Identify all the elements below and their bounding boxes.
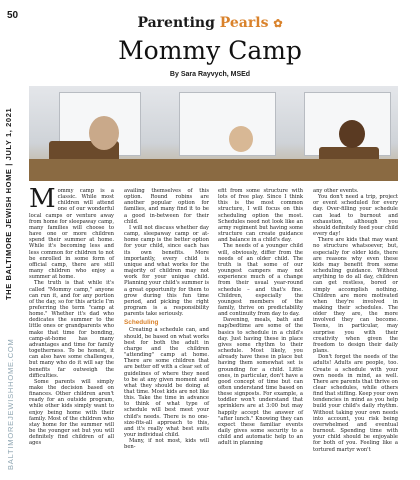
paragraph-text: ommy camp is a classic. While most children will attend one of our wonderful local camps or venture away from home for sleepaway camp, many families will choose to have one or more children spend their summer at home. While it's becoming less and less common for children to not be enrolled in some form of official camp, there are still many children who enjoy a summer at home. — [29, 188, 114, 281]
window-center — [179, 92, 276, 156]
paragraph: Creating a schedule can, and should, be based on what works best for both the adult in charge and the children "attending" camp at home. There are some children that are better off with a clear set of guidelines of where they need to be at any given moment and what they should be doing at that time. Most kids are not like this. Take the time in advance to think of what type of schedule will best meet your child's needs. There is no one-size-fits-all approach to this, and it's really what best suits your individual child. — [124, 327, 209, 439]
byline: By Sara Rayvych, MSEd — [169, 71, 251, 78]
paragraph: availing themselves of this option. Round robins are another popular option for families, and many find it to be a good in-between for their child. — [124, 188, 209, 225]
paragraph: Davening, meals, bath and nap/bedtime are some of the basics to schedule in a child's day. Just having these in place gives some rhythm to their schedule. Most likely, you already have these in place but having them somewhat set is grounding for a child. Little ones, in particular, don't have a good concept of time but can often understand time based on these signposts. For example, a toddler won't understand that sprinklers are at 3:00 but may happily accept the answer of "after lunch." Knowing they can expect these familiar events daily gives some security to a child and automatic help to an adult in planning — [218, 317, 303, 447]
article-headline: Mommy Camp — [118, 36, 302, 65]
child-figure — [339, 120, 365, 148]
column-title-part1: Parenting — [137, 15, 220, 31]
child-figure — [89, 116, 119, 150]
child-figure — [229, 126, 253, 152]
website-url: BALTIMOREJEWISHHOME.COM — [6, 338, 15, 470]
text-column-3 — [218, 188, 303, 447]
publication-banner: THE BALTIMORE JEWISH HOME | JULY 1, 2021 — [4, 107, 13, 300]
paragraph: efit from some structure with lots of free play. Since I think this is the most common structure, I will focus on this scheduling option the most. Schedules need not look like an army regiment but having some structure can create guidance and balance in a child's day. — [218, 188, 303, 244]
column-title — [0, 15, 420, 31]
text-column-1 — [29, 184, 114, 447]
paragraph: The truth is that while it's called "Mommy camp," anyone can run it, and for any portion of the day, so for this article I'm preferring the term "camp at home." Whether it's dad who dedicates the summer to the little ones or grandparents who make that time for bonding, camp-at-home has many advantages and time for family togetherness. To be honest, it can also have some challenges, but many who do it will say the benefits far outweigh the difficulties. — [29, 280, 114, 379]
paragraph: Don't forget the needs of the adults! Adults are people, too. Create a schedule with your own needs in mind, as well. There are parents that thrive on clear schedules, while others find that stifling. Keep your own tendencies in mind as you help build your child's daily rhythm. Without taking your own needs into account, you risk being overwhelmed and eventual burnout. Spending time with your child should be enjoyable for both of you. Feeling like a tortured martyr won't — [313, 354, 398, 453]
article-photo — [29, 86, 398, 181]
paragraph: I will not discuss whether day camp, sleepaway camp or at-home camp is the better option for your child, since each has its own benefits. More importantly, every child is unique and what works for the majority of children may not work for your unique child. Planning your child's summer is a great opportunity for them to grow during this fun time period, and picking the right program is a responsibility parents take seriously. — [124, 224, 209, 318]
paragraph: any other events. — [313, 188, 359, 194]
paragraph: You don't need a trip, project or event scheduled for every day. Over-filling your schedule can lead to burnout and exhaustion, although you should definitely feed your child every day! — [313, 194, 398, 238]
paragraph: The needs of a younger child will, obviously, differ from the needs of an older child. The truth is that some of our youngest campers may not experience much of a change from their usual year-round schedule – and that's fine. Children, especially the youngest members of the family, thrive on predictability and continuity from day to day. — [218, 243, 303, 318]
column-title-part2: Pearls — [219, 15, 269, 31]
page-number: 50 — [7, 10, 19, 21]
paragraph: Some parents will simply make the decision based on finances. Other children aren't ready for an outside program, while other kids simply want to enjoy being home with their family. Most of the children who stay home for the summer will be the younger set but you will definitely find children of all ages — [29, 378, 114, 447]
article-body — [29, 184, 398, 476]
paragraph — [29, 184, 114, 281]
paragraph: Many, if not most, kids will ben- — [124, 438, 209, 451]
text-column-4 — [313, 188, 398, 453]
table — [29, 159, 398, 181]
section-subhead: Scheduling — [124, 319, 159, 327]
text-column-2 — [124, 188, 209, 451]
paragraph: There are kids that may want no structure whatsoever, but, especially for older kids, there are reasons why even these kids may benefit from some scheduling guidance. Without anything to do all day, children can get restless, bored or simply accomplish nothing. Children are more motivated when they're involved in making their schedules. The older they are, the more involved they can become. Teens, in particular, may surprise you with their creativity when given the freedom to design their daily plans. — [313, 237, 398, 355]
drop-cap: M — [29, 184, 56, 214]
flower-icon: ✿ — [273, 17, 283, 30]
